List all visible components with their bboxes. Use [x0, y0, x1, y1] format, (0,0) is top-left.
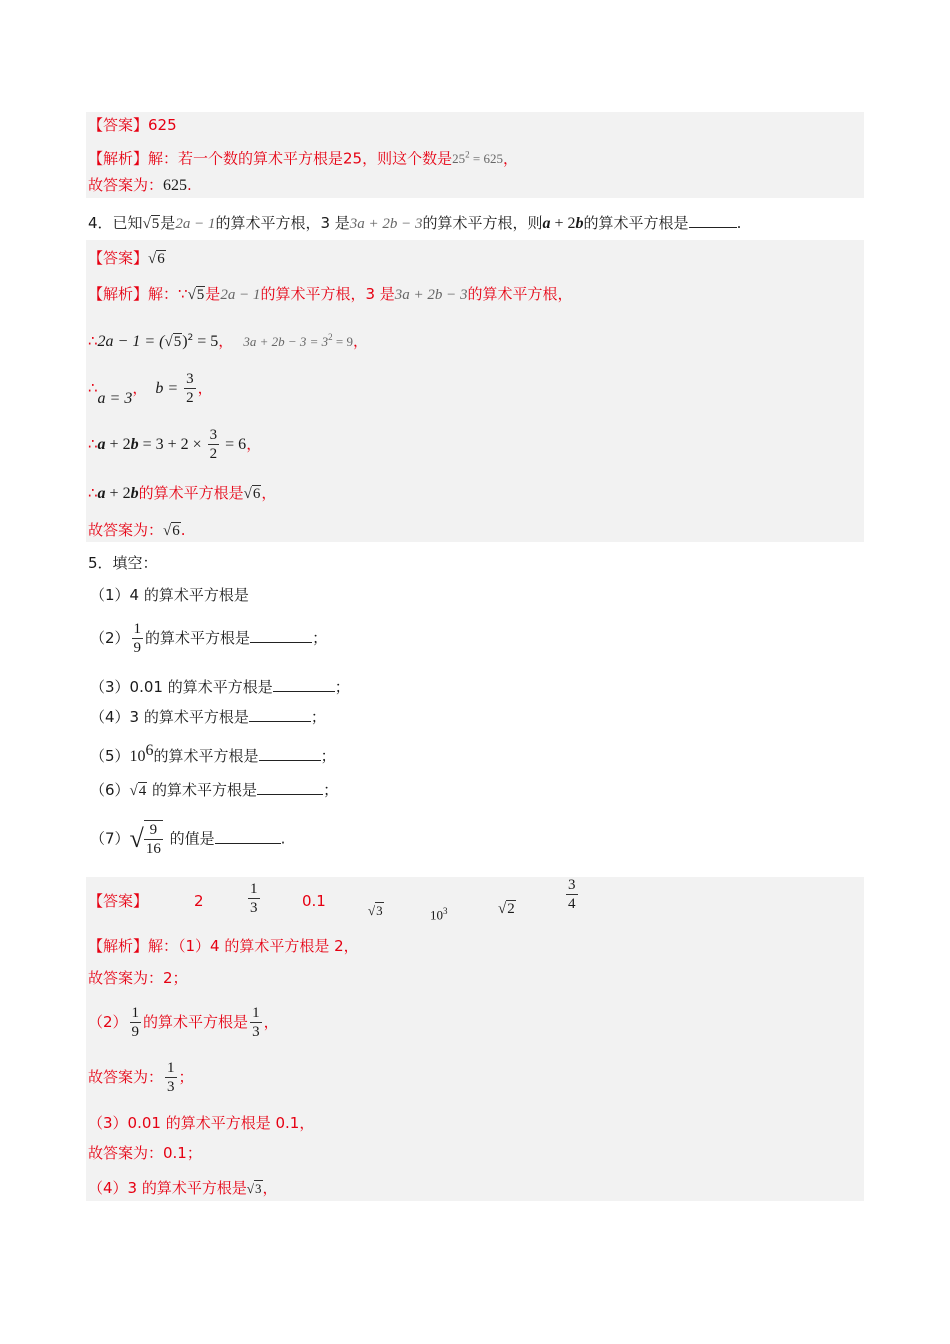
answer-blank [215, 827, 281, 844]
answer-value: 625 [148, 116, 177, 134]
step-line-4: ∴a + 2b的算术平方根是√6， [88, 484, 277, 502]
answer-blank [689, 211, 737, 228]
fraction: $\frac{3}{2}$ [186, 371, 194, 406]
answer-blank [250, 626, 312, 643]
step-line-2: ∴a = 3， b = $\frac{3}{2}$ ， [88, 371, 213, 407]
q5-item-4: （4）3 的算术平方根是 ； [90, 705, 326, 728]
q5-item-2: （2） $\frac{1}{9}$ 的算术平方根是 ； [90, 621, 328, 656]
step-line-1: ∴2a − $1 = (√5)^2 = 5$， $3a + 2b - 3 = 3^2 = 9$， [88, 332, 368, 350]
answer-label: 【答案】 [88, 116, 149, 134]
answer-item-7: $\frac{3}{4}$ [568, 877, 576, 912]
answer-item-1: 2 [194, 892, 204, 910]
sqrt-5: √5 [142, 216, 160, 232]
analysis-math: $25^2 = 625$ [452, 150, 503, 167]
answer-blank [259, 744, 321, 761]
analysis-line-2: 【解析】解：∵√5是2a − 1的算术平方根，3 是3a + 2b − 3的算术平方根， [88, 285, 573, 303]
analysis-line-1: 【解析】解：若一个数的算术平方根是25，则这个数是$25^2 = 625$， [88, 149, 518, 168]
answer-line-2: 【答案】√6 [88, 249, 165, 267]
answer-blank [257, 778, 323, 795]
q5-item-1: （1）4 的算术平方根是 [90, 586, 249, 604]
q5-item-5: $(5)10^6$的算术平方根是 ； [90, 742, 336, 765]
step-line-7: （4）3 的算术平方根是√3， [88, 1179, 278, 1197]
conclusion-line-3a: 故答案为：2； [88, 969, 188, 987]
question-5-title: 5．填空： [88, 554, 158, 572]
answer-blank [273, 675, 335, 692]
fraction: $\frac{3}{2}$ [209, 427, 218, 462]
conclusion-line-1: 故答案为：625. [88, 176, 192, 194]
analysis-label: 【解析】 [88, 149, 149, 168]
answer-item-2: $\frac{1}{3}$ [250, 881, 258, 916]
q5-item-3: （3）0.01 的算术平方根是 ； [90, 675, 350, 698]
step-line-5: （2） $\frac{1}{9}$ 的算术平方根是 $\frac{1}{3}$ ， [88, 1005, 279, 1040]
analysis-line-3: 【解析】解：（1）4 的算术平方根是 2， [88, 937, 359, 955]
conclusion-line-3c: 故答案为：0.1； [88, 1144, 202, 1162]
question-4: 4．已知√5是2a − 1的算术平方根，3 是3a + 2b − 3的算术平方根，则a + 2b的算术平方根是 . [88, 211, 741, 235]
answer-line-1 [88, 114, 177, 136]
conclusion-line-3b: 故答案为： $\frac{1}{3}$ ； [88, 1060, 194, 1095]
answer-item-4: √3 [368, 903, 383, 918]
q5-item-7: （7）√ $\frac{9}{16}$ 的值是 . [90, 822, 286, 857]
conclusion-line-2: 故答案为：√6. [88, 521, 186, 539]
sqrt-6: √6 [148, 251, 165, 267]
answer-item-5: $10^3$ [430, 906, 448, 923]
answer-item-6: √2 [498, 901, 515, 917]
answer-blank [249, 705, 311, 722]
step-line-3: ∴a + 2b = 3 + 2 × $\frac{3}{2}$ = 6， [88, 427, 262, 462]
analysis-text: 解：若一个数的算术平方根是25，则这个数是 [148, 149, 453, 168]
step-line-6: （3）0.01 的算术平方根是 0.1， [88, 1114, 315, 1132]
answer-item-3: 0.1 [302, 892, 326, 910]
q5-item-6: （6）√4 的算术平方根是 ； [90, 778, 338, 802]
